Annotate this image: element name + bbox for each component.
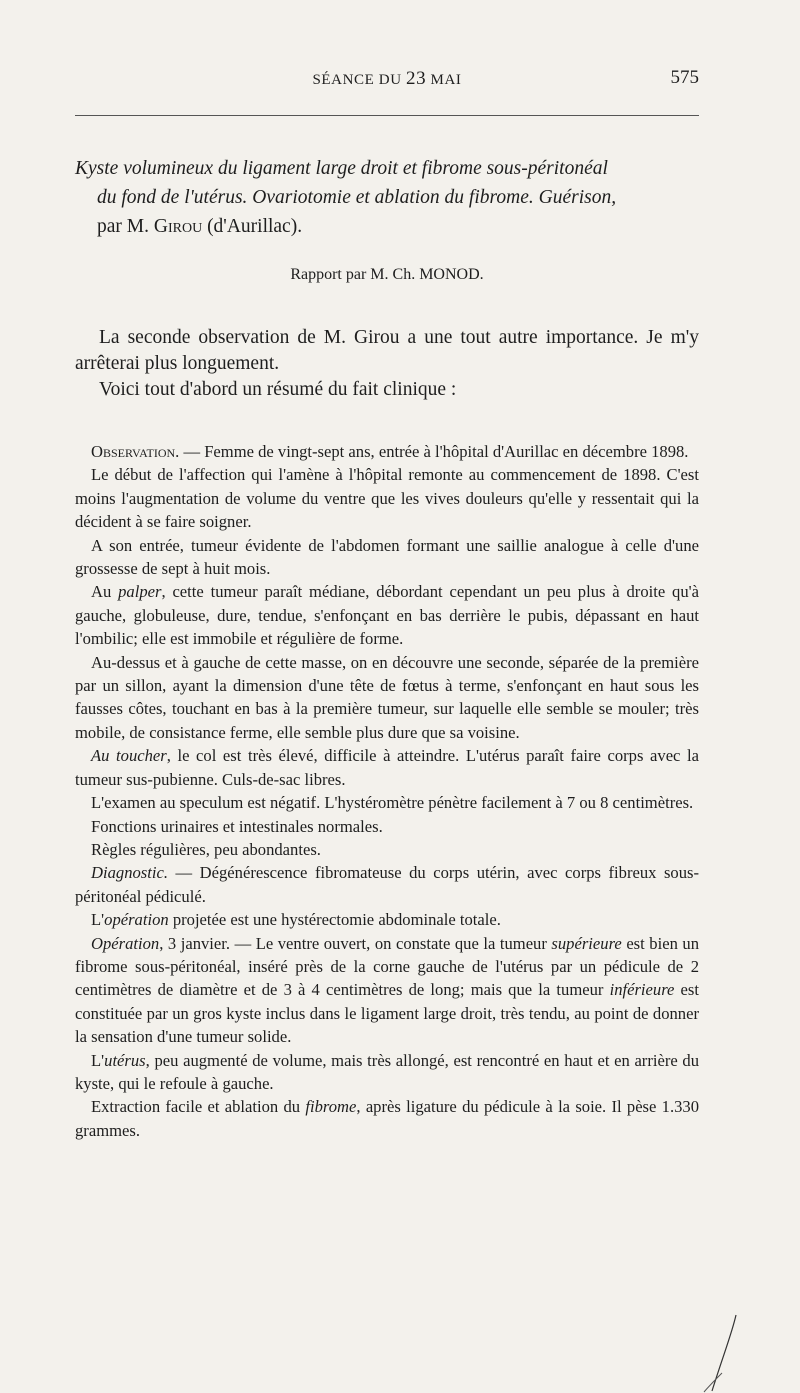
running-head bbox=[75, 68, 699, 92]
intro-paragraph: La seconde observation de M. Girou a une tout autre importance. Je m'y arrêterai plus longuement. bbox=[75, 327, 699, 374]
header-rule bbox=[75, 115, 699, 116]
article-title bbox=[75, 154, 705, 241]
pen-mark-icon bbox=[702, 1313, 742, 1393]
observation-paragraph: Extraction facile et ablation du fibrome, après ligature du pédicule à la soie. Il pèse 1.330 grammes. bbox=[75, 1097, 699, 1140]
observation-paragraph: L'examen au speculum est négatif. L'hystéromètre pénètre facilement à 7 ou 8 centimètres. bbox=[91, 793, 694, 813]
observation-paragraph: Fonctions urinaires et intestinales normales. bbox=[91, 816, 383, 836]
observation-paragraph: A son entrée, tumeur évidente de l'abdomen formant une saillie analogue à celle d'une grossesse de sept à huit mois. bbox=[75, 535, 699, 579]
observation-paragraph: Au palper, cette tumeur paraît médiane, débordant cependant un peu plus à droite qu'à gauche, globuleuse, dure, tendue, s'enfonçant en bas derrière le pubis, dépassant en haut l'ombilic; elle est immobile et régulière de forme. bbox=[75, 582, 699, 649]
observation-paragraph: Règles régulières, peu abondantes. bbox=[91, 839, 321, 859]
observation-paragraph: L'utérus, peu augmenté de volume, mais très allongé, est rencontré en haut et en arrière du kyste, qui le refoule à gauche. bbox=[75, 1050, 699, 1093]
observation-paragraph: Au toucher, le col est très élevé, difficile à atteindre. L'utérus paraît faire corps avec la tumeur sus-pubienne. Culs-de-sac libres. bbox=[75, 746, 699, 789]
observation-paragraph: Au-dessus et à gauche de cette masse, on en découvre une seconde, séparée de la première par un sillon, ayant la dimension d'une tête de fœtus à terme, s'enfonçant en haut sous les fausses côtes, touchant en bas à la première tumeur, sur laquelle elle semble se mouler; très mobile, de consistance ferme, elle semble plus dure que sa voisine. bbox=[75, 652, 699, 742]
intro-text bbox=[75, 325, 699, 403]
observation-paragraph: Observation. — Femme de vingt-sept ans, entrée à l'hôpital d'Aurillac en décembre 1898. bbox=[91, 442, 689, 461]
observation-paragraph: Le début de l'affection qui l'amène à l'hôpital remonte au commencement de 1898. C'est moins l'augmentation de volume du ventre que les vives douleurs qu'elle y ressentait qui la décident à se faire soigner. bbox=[75, 465, 699, 532]
title-line-2: du fond de l'utérus. Ovariotomie et ablation du fibrome. Guérison, bbox=[97, 187, 617, 208]
observation-paragraph: L'opération projetée est une hystérectomie abdominale totale. bbox=[91, 910, 501, 930]
intro-paragraph: Voici tout d'abord un résumé du fait clinique : bbox=[99, 379, 457, 400]
observation-text bbox=[75, 440, 699, 1142]
title-line-1: Kyste volumineux du ligament large droit et fibrome sous-péritonéal bbox=[75, 158, 608, 179]
running-title: SÉANCE DU 23 MAI bbox=[312, 68, 462, 89]
observation-label: Observation. bbox=[91, 442, 180, 461]
author-name: Girou bbox=[153, 216, 203, 237]
observation-paragraph: Opération, 3 janvier. — Le ventre ouvert, on constate que la tumeur supérieure est bien un fibrome sous-péritonéal, inséré près de la corne gauche de l'utérus par un pédicule de 2 centimètres de diamètre et de 3 à 4 centimètres de long; mais que la tumeur inférieure est constituée par un gros kyste inclus dans le ligament large droit, très tendu, au point de donner la sensation d'une tumeur solide. bbox=[75, 933, 699, 1047]
observation-paragraph: Diagnostic. — Dégénérescence fibromateuse du corps utérin, avec corps fibreux sous-péritonéal pédiculé. bbox=[75, 863, 699, 906]
page-number: 575 bbox=[670, 67, 699, 88]
rapport-line: Rapport par M. Ch. MONOD. bbox=[290, 266, 484, 283]
title-line-3: par M. Girou (d'Aurillac). bbox=[97, 216, 303, 237]
